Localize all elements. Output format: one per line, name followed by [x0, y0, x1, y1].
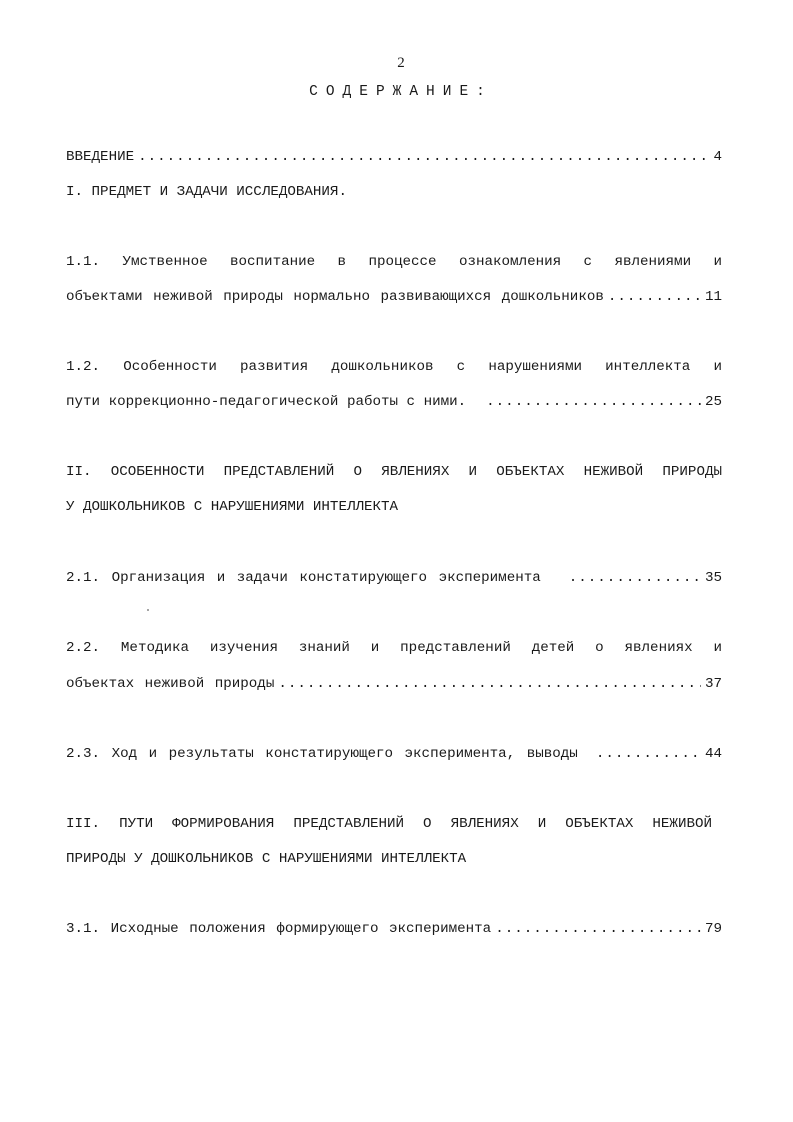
- toc-entry-page: 79: [704, 921, 722, 937]
- toc-entry-2-3[interactable]: [66, 745, 722, 763]
- leader-dots: [569, 569, 701, 587]
- toc-chapter-1[interactable]: I. ПРЕДМЕТ И ЗАДАЧИ ИССЛЕДОВАНИЯ.: [66, 184, 347, 200]
- toc-chapter-3-line2[interactable]: ПРИРОДЫ У ДОШКОЛЬНИКОВ С НАРУШЕНИЯМИ ИНТЕЛЛЕКТА: [66, 851, 467, 867]
- toc-entry-1-2[interactable]: [66, 393, 722, 411]
- page-number: 2: [397, 55, 405, 71]
- toc-chapter-3-line1[interactable]: III. ПУТИ ФОРМИРОВАНИЯ ПРЕДСТАВЛЕНИЙ О ЯВЛЕНИЯХ И ОБЪЕКТАХ НЕЖИВОЙ: [66, 816, 712, 832]
- leader-dots: [495, 920, 701, 938]
- toc-entry-page: 11: [704, 289, 722, 305]
- toc-entry-1-1-line1[interactable]: 1.1. Умственное воспитание в процессе ознакомления с явлениями и: [66, 254, 722, 270]
- toc-entry-page: 44: [704, 746, 722, 762]
- toc-entry-page: 35: [704, 570, 722, 586]
- toc-entry-page: 4: [713, 149, 722, 165]
- leader-dots: [486, 393, 701, 411]
- toc-entry-2-2-line1[interactable]: 2.2. Методика изучения знаний и представлений детей о явлениях и: [66, 640, 722, 656]
- toc-entry-intro[interactable]: [66, 148, 722, 166]
- toc-entry-text: 2.1. Организация и задачи констатирующего эксперимента: [66, 570, 541, 586]
- toc-entry-page: 25: [704, 394, 722, 410]
- toc-entry-page: 37: [704, 676, 722, 692]
- toc-entry-text: пути коррекционно-педагогической работы с ними.: [66, 394, 467, 410]
- toc-entry-text: 3.1. Исходные положения формирующего эксперимента: [66, 921, 492, 937]
- toc-entry-2-1[interactable]: [66, 569, 722, 587]
- toc-entry-1-1[interactable]: [66, 288, 722, 306]
- toc-entry-text: объектах неживой природы: [66, 676, 275, 692]
- toc-entry-text: 2.3. Ход и результаты констатирующего эксперимента, выводы: [66, 746, 578, 762]
- toc-entry-2-2[interactable]: [66, 675, 722, 693]
- leader-dots: [278, 675, 701, 693]
- toc-title: СОДЕРЖАНИЕ:: [309, 84, 493, 100]
- toc-entry-text: ВВЕДЕНИЕ: [66, 149, 135, 165]
- toc-entry-1-2-line1[interactable]: 1.2. Особенности развития дошкольников с нарушениями интеллекта и: [66, 359, 722, 375]
- toc-entry-3-1[interactable]: [66, 920, 722, 938]
- toc-chapter-2-line2[interactable]: У ДОШКОЛЬНИКОВ С НАРУШЕНИЯМИ ИНТЕЛЛЕКТА: [66, 499, 399, 515]
- toc-entry-text: объектами неживой природы нормально развивающихся дошкольников: [66, 289, 604, 305]
- scan-speck: [147, 609, 149, 611]
- toc-chapter-2-line1[interactable]: II. ОСОБЕННОСТИ ПРЕДСТАВЛЕНИЙ О ЯВЛЕНИЯХ И ОБЪЕКТАХ НЕЖИВОЙ ПРИРОДЫ: [66, 464, 722, 480]
- leader-dots: [596, 745, 701, 763]
- leader-dots: [608, 288, 701, 306]
- leader-dots: [138, 148, 709, 166]
